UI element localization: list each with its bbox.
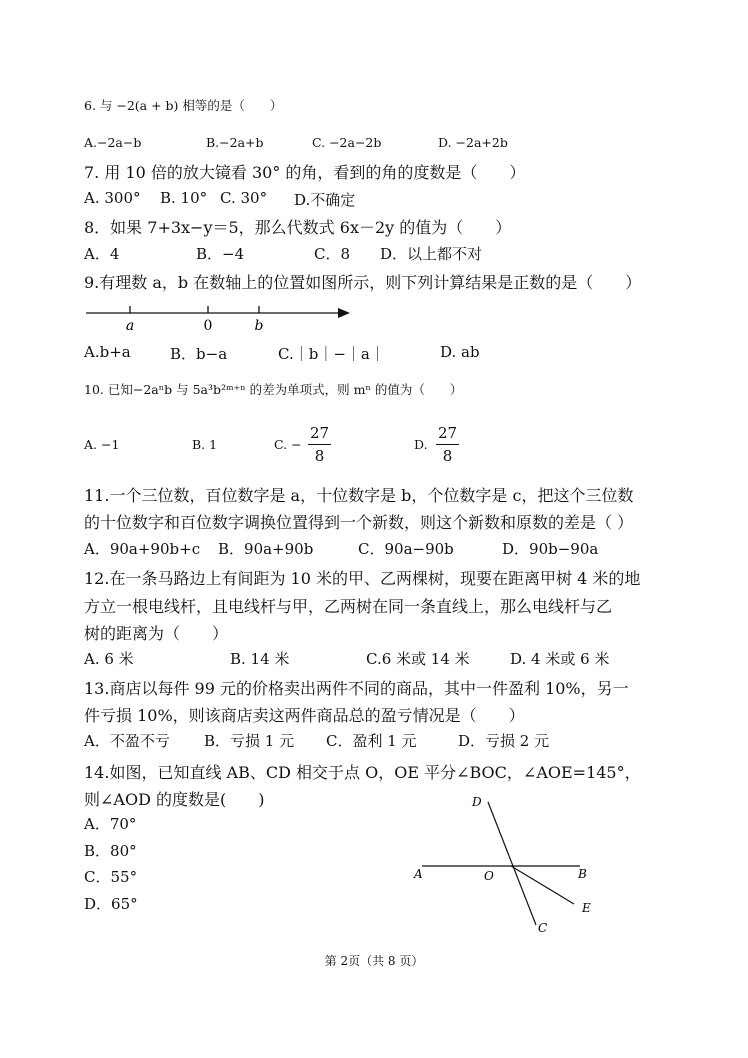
q13-option-b: B．亏损 1 元 xyxy=(204,732,295,750)
q13-stem-line-2: 件亏损 10%，则该商店卖这两件商品总的盈亏情况是（ ） xyxy=(84,706,525,725)
q9-option-a: A.b+a xyxy=(84,343,131,361)
q10-option-b: B. 1 xyxy=(192,437,218,452)
q6-option-c: C. −2a−2b xyxy=(312,135,382,150)
q8-option-d: D．以上都不对 xyxy=(380,245,483,263)
q13-option-a: A．不盈不亏 xyxy=(84,732,170,750)
q12-option-b: B. 14 米 xyxy=(230,650,290,668)
label-a: a xyxy=(125,318,135,334)
q10-option-d-prefix: D. xyxy=(414,437,428,452)
q12-option-a: A. 6 米 xyxy=(84,650,134,668)
point-o-label: O xyxy=(484,869,494,883)
q8-stem: 8．如果 7+3x−y＝5，那么代数式 6x－2y 的值为（ ） xyxy=(84,218,512,237)
exam-page: 6. 与 −2(a + b) 相等的是（ ） A.−2a−b B.−2a+b C. −2a−2b D. −2a+2b 7. 用 10 倍的放大镜看 30° 的角，看到的角的度数是（ ） A. 300° B. 10° C. 30° D.不确定 8．如果 7+3x−y＝5，那么代数式 6x－2y 的值为（ ） A．4 B．−4 C．8 D．以上都不对 9.有理数 a，b 在数轴上的位置如图所示，则下列计算结果是正数的是（ ） a 0 b A.b+a B．b−a C.｜b｜−｜a｜ D. ab 10. 已知−2aⁿb 与 5a³b²ᵐ⁺ⁿ 的差为单项式，则 mⁿ 的值为（ ） A. −1 B. 1 C. − D. 27 8 27 8 11.一个三位数，百位数字是 a，十位数字是 b，个位数字是 c，把这个三位数 的十位数字和百位数字调换位置得到一个新数，则这个新数和原数的差是（ ） A．90a+90b+c B．90a+90b C．90a−90b D．90b−90a 12.在一条马路边上有间距为 10 米的甲、乙两棵树，现要在距离甲树 4 米的地 方立一根电线杆，且电线杆与甲，乙两树在同一条直线上，那么电线杆与乙 树的距离为（ ） A. 6 米 B. 14 米 C.6 米或 14 米 D. 4 米或 6 米 13.商店以每件 99 元的价格卖出两件不同的商品，其中一件盈利 10%，另一 件亏损 10%，则该商店卖这两件商品总的盈亏情况是（ ） A．不盈不亏 B．亏损 1 元 C．盈利 1 元 D．亏损 2 元 14.如图，已知直线 AB、CD 相交于点 O，OE 平分∠BOC，∠AOE=145°， 则∠AOD 的度数是( ) A．70° B．80° C．55° D．65° D A O B E C 第 2页（共 8 页） xyxy=(0,0,748,1058)
q7-option-a: A. 300° xyxy=(84,189,141,207)
fraction-numerator: 27 xyxy=(310,424,330,442)
q6-stem: 6. 与 −2(a + b) 相等的是（ ） xyxy=(84,98,283,113)
q9-stem: 9.有理数 a，b 在数轴上的位置如图所示，则下列计算结果是正数的是（ ） xyxy=(84,273,642,292)
q13-stem-line-1: 13.商店以每件 99 元的价格卖出两件不同的商品，其中一件盈利 10%，另一 xyxy=(84,679,629,698)
q9-option-d: D. ab xyxy=(440,343,480,361)
q10-stem: 10. 已知−2aⁿb 与 5a³b²ᵐ⁺ⁿ 的差为单项式，则 mⁿ 的值为（ ） xyxy=(84,382,463,397)
q7-stem: 7. 用 10 倍的放大镜看 30° 的角，看到的角的度数是（ ） xyxy=(84,163,526,182)
q8-option-b: B．−4 xyxy=(196,245,245,263)
q11-option-b: B．90a+90b xyxy=(218,540,314,558)
q12-option-d: D. 4 米或 6 米 xyxy=(510,650,610,668)
q7-option-b: B. 10° xyxy=(160,189,208,207)
q7-option-c: C. 30° xyxy=(220,189,268,207)
q11-stem-line-2: 的十位数字和百位数字调换位置得到一个新数，则这个新数和原数的差是（ ） xyxy=(84,513,634,532)
point-c-label: C xyxy=(538,921,548,935)
q11-stem-line-1: 11.一个三位数，百位数字是 a，十位数字是 b，个位数字是 c，把这个三位数 xyxy=(84,486,634,505)
label-b: b xyxy=(254,318,264,334)
q9-option-c: C.｜b｜−｜a｜ xyxy=(278,345,385,363)
q12-option-c: C.6 米或 14 米 xyxy=(366,650,470,668)
q6-option-d: D. −2a+2b xyxy=(438,135,508,150)
q10-option-c-prefix: C. − xyxy=(274,437,302,452)
fraction-denominator: 8 xyxy=(442,447,453,465)
fraction-numerator: 27 xyxy=(438,424,458,442)
q13-option-d: D．亏损 2 元 xyxy=(458,732,550,750)
q14-stem-line-1: 14.如图，已知直线 AB、CD 相交于点 O，OE 平分∠BOC，∠AOE=145°， xyxy=(84,763,641,782)
number-line-arrow-icon xyxy=(338,308,350,318)
q14-geometry-figure xyxy=(408,790,608,940)
q11-option-a: A．90a+90b+c xyxy=(84,540,201,558)
fraction-bar xyxy=(436,444,459,445)
label-zero: 0 xyxy=(203,318,213,334)
q12-stem-line-3: 树的距离为（ ） xyxy=(84,624,229,643)
q7-option-d: D.不确定 xyxy=(294,191,356,209)
q8-option-c: C．8 xyxy=(314,245,351,263)
q11-option-d: D．90b−90a xyxy=(502,540,599,558)
point-e-label: E xyxy=(582,901,591,915)
q12-stem-line-1: 12.在一条马路边上有间距为 10 米的甲、乙两棵树，现要在距离甲树 4 米的地 xyxy=(84,569,641,588)
q6-option-b: B.−2a+b xyxy=(206,135,264,150)
q14-stem-line-2: 则∠AOD 的度数是( ) xyxy=(84,790,265,809)
point-b-label: B xyxy=(578,867,587,881)
q8-option-a: A．4 xyxy=(84,245,120,263)
q6-option-a: A.−2a−b xyxy=(84,135,142,150)
q10-option-a: A. −1 xyxy=(84,437,120,452)
q9-option-b: B．b−a xyxy=(170,345,228,363)
page-footer: 第 2页（共 8 页） xyxy=(324,954,424,968)
q9-number-line xyxy=(84,300,356,334)
line-cd xyxy=(488,802,536,925)
q10-option-c-fraction xyxy=(308,424,331,465)
point-a-label: A xyxy=(414,867,423,881)
q13-option-c: C．盈利 1 元 xyxy=(326,732,417,750)
point-d-label: D xyxy=(472,795,482,809)
fraction-bar xyxy=(308,444,331,445)
q12-stem-line-2: 方立一根电线杆，且电线杆与甲，乙两树在同一条直线上，那么电线杆与乙 xyxy=(84,597,613,616)
q10-option-d-fraction xyxy=(436,424,459,465)
q11-option-c: C．90a−90b xyxy=(358,540,454,558)
fraction-denominator: 8 xyxy=(314,447,325,465)
